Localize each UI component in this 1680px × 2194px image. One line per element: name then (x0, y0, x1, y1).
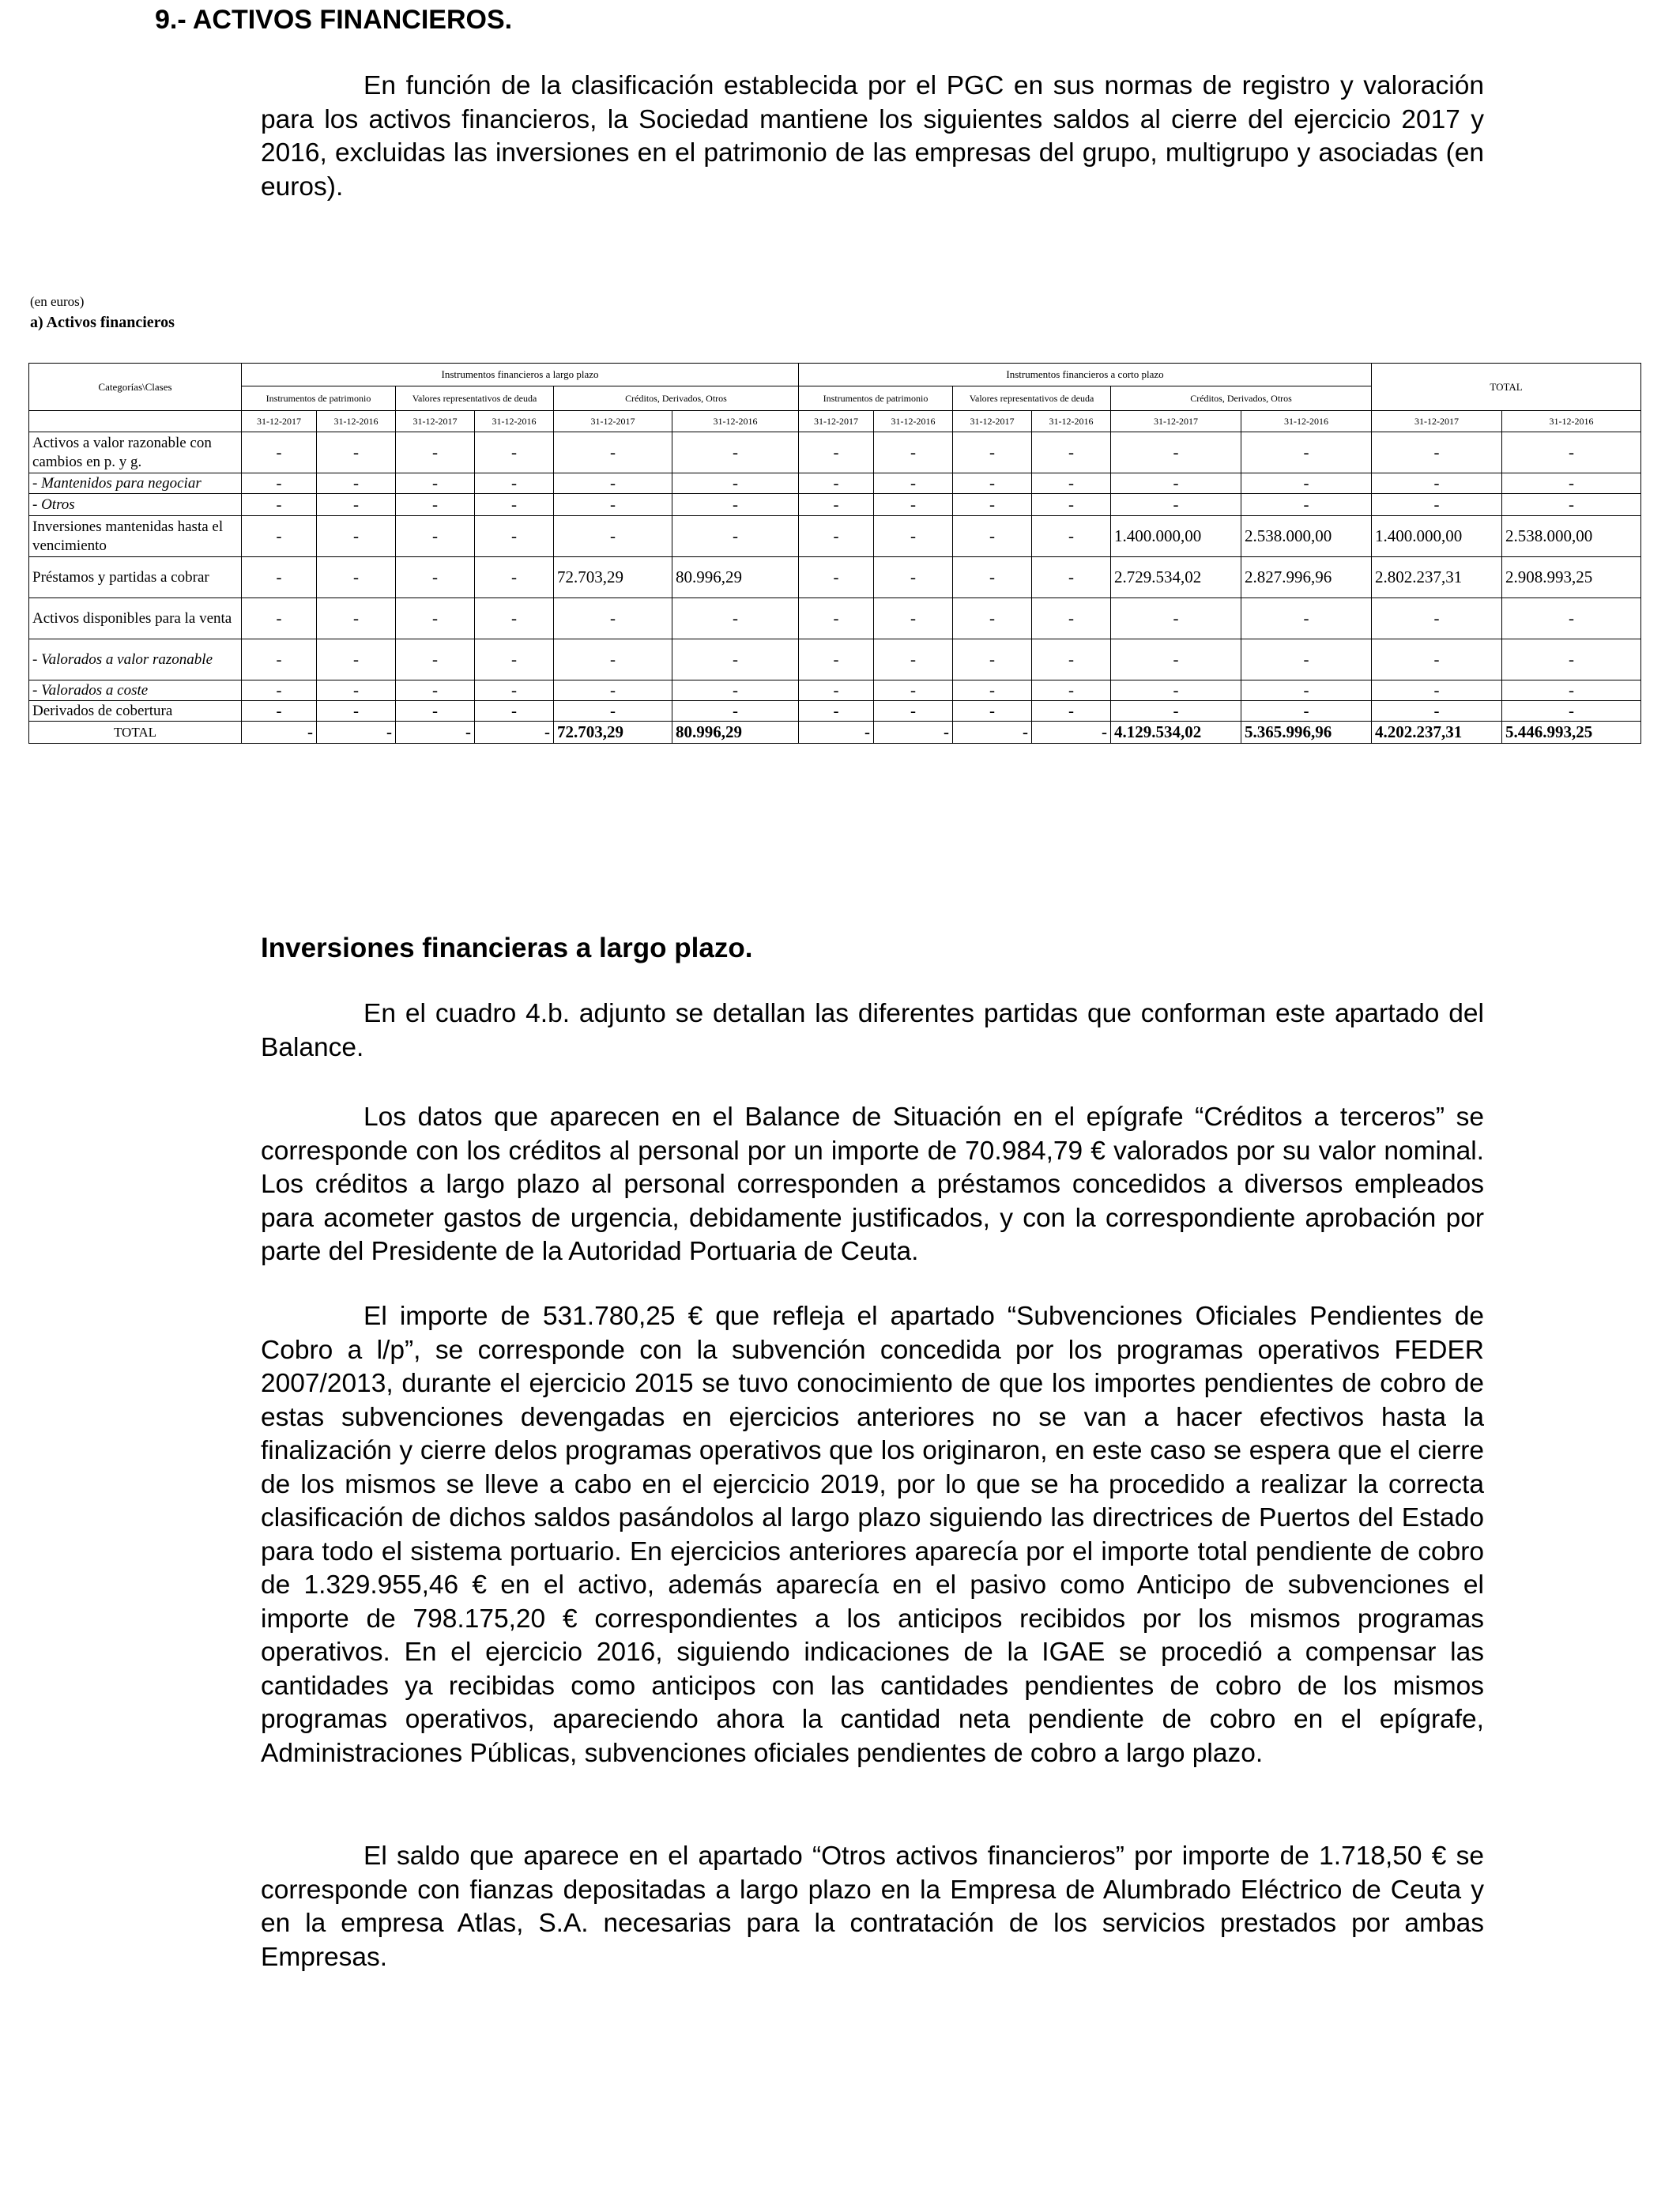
date-header: 31-12-2017 (1372, 411, 1502, 432)
date-header: 31-12-2016 (874, 411, 953, 432)
table-cell: - (1241, 473, 1372, 494)
table-cell: - (1032, 473, 1111, 494)
table-row (29, 557, 1641, 598)
table-cell: - (672, 494, 799, 516)
table-cell: - (799, 598, 874, 639)
table-cell: - (242, 494, 317, 516)
table-cell: - (1241, 680, 1372, 701)
table-cell: - (554, 473, 672, 494)
table-row (29, 516, 1641, 557)
row-label: Inversiones mantenidas hasta el vencimiento (29, 516, 242, 557)
table-cell: 2.538.000,00 (1502, 516, 1641, 557)
table-cell: - (317, 639, 396, 680)
table-cell: - (475, 516, 554, 557)
sub-header: Instrumentos de patrimonio (242, 386, 396, 411)
date-header: 31-12-2017 (396, 411, 475, 432)
table-cell: - (799, 473, 874, 494)
paragraph (261, 1300, 1484, 1770)
row-label: - Otros (29, 494, 242, 516)
table-cell: 72.703,29 (554, 722, 672, 744)
date-header: 31-12-2017 (242, 411, 317, 432)
table-cell: - (953, 516, 1032, 557)
table-cell: - (396, 432, 475, 473)
sub-header: Valores representativos de deuda (953, 386, 1111, 411)
table-cell: - (317, 701, 396, 722)
table-cell: - (475, 722, 554, 744)
table-cell: - (874, 432, 953, 473)
table-cell: - (317, 557, 396, 598)
table-cell: - (874, 722, 953, 744)
table-cell: - (554, 494, 672, 516)
sub-header: Créditos, Derivados, Otros (554, 386, 799, 411)
table-cell: - (396, 722, 475, 744)
table-cell: - (1372, 701, 1502, 722)
row-label: Derivados de cobertura (29, 701, 242, 722)
financial-assets-table (28, 363, 1641, 744)
table-cell: - (1111, 639, 1241, 680)
table-cell: - (953, 598, 1032, 639)
table-cell: - (874, 639, 953, 680)
date-header: 31-12-2017 (799, 411, 874, 432)
date-header: 31-12-2016 (317, 411, 396, 432)
table-cell: - (1111, 473, 1241, 494)
date-header: 31-12-2016 (672, 411, 799, 432)
table-cell: - (1032, 680, 1111, 701)
table-cell: - (396, 473, 475, 494)
table-cell: - (672, 598, 799, 639)
row-label: - Mantenidos para negociar (29, 473, 242, 494)
section2-title: Inversiones financieras a largo plazo. (261, 933, 753, 963)
table-cell: - (799, 494, 874, 516)
row-label: TOTAL (29, 722, 242, 744)
table-unit-note: (en euros) (30, 294, 85, 309)
table-cell: - (554, 432, 672, 473)
table-cell: - (1502, 701, 1641, 722)
table-cell: - (475, 557, 554, 598)
table-body (29, 432, 1641, 744)
table-cell: 2.827.996,96 (1241, 557, 1372, 598)
table-cell: - (1111, 494, 1241, 516)
table-cell: - (242, 598, 317, 639)
table-cell: - (874, 516, 953, 557)
table-cell: - (874, 680, 953, 701)
table-cell: - (1241, 432, 1372, 473)
table-cell: - (1372, 473, 1502, 494)
table-cell: - (317, 473, 396, 494)
table-cell: - (874, 701, 953, 722)
table-cell: - (396, 598, 475, 639)
table-cell: - (1111, 680, 1241, 701)
table-cell: - (1032, 557, 1111, 598)
date-header: 31-12-2017 (554, 411, 672, 432)
table-cell: - (396, 680, 475, 701)
table-cell: - (953, 680, 1032, 701)
table-cell: - (672, 701, 799, 722)
paragraph (261, 1101, 1484, 1269)
row-label: Préstamos y partidas a cobrar (29, 557, 242, 598)
table-cell: - (242, 680, 317, 701)
table-cell: 80.996,29 (672, 557, 799, 598)
table-cell: - (396, 516, 475, 557)
table-cell: - (799, 639, 874, 680)
intro-paragraph (261, 70, 1484, 204)
table-cell: - (953, 494, 1032, 516)
table-cell: - (1241, 639, 1372, 680)
table-cell: - (672, 639, 799, 680)
table-cell: 4.129.534,02 (1111, 722, 1241, 744)
table-cell: - (317, 598, 396, 639)
table-cell: - (799, 516, 874, 557)
table-cell: - (242, 516, 317, 557)
row-label: - Valorados a valor razonable (29, 639, 242, 680)
table-cell: - (554, 680, 672, 701)
table-cell: - (874, 557, 953, 598)
table-cell: - (475, 701, 554, 722)
table-cell: - (242, 722, 317, 744)
table-cell: 2.908.993,25 (1502, 557, 1641, 598)
table-cell: - (1372, 432, 1502, 473)
table-row (29, 432, 1641, 473)
table-cell: - (953, 557, 1032, 598)
table-cell: - (475, 473, 554, 494)
table-cell: - (475, 432, 554, 473)
paragraph-text: Los datos que aparecen en el Balance de Situación en el epígrafe “Créditos a terceros” se corresponde con los créditos al personal por un importe de 70.984,79 € valorados por su valor nominal. Los créditos a largo plazo al personal corresponden a préstamos concedidos a diversos empleados para acometer gastos de urgencia, debidamente justificados, y con la correspondiente aprobación por parte del Presidente de la Autoridad Portuaria de Ceuta. (261, 1103, 1484, 1266)
table-cell: - (317, 516, 396, 557)
table-cell: - (1111, 701, 1241, 722)
date-header-blank (29, 411, 242, 432)
date-header-row (29, 411, 1641, 432)
table-cell: - (799, 722, 874, 744)
table-cell: 5.365.996,96 (1241, 722, 1372, 744)
table-cell: - (1502, 432, 1641, 473)
table-cell: - (554, 639, 672, 680)
category-header: Categorías\Clases (29, 364, 242, 411)
table-cell: - (1032, 722, 1111, 744)
paragraph (261, 997, 1484, 1065)
table-cell: - (672, 516, 799, 557)
table-cell: - (317, 680, 396, 701)
table-cell: 80.996,29 (672, 722, 799, 744)
table-cell: - (1032, 639, 1111, 680)
paragraph-text: En el cuadro 4.b. adjunto se detallan las diferentes partidas que conforman este apartado del Balance. (261, 999, 1484, 1062)
table-cell: - (953, 722, 1032, 744)
table-cell: 2.802.237,31 (1372, 557, 1502, 598)
date-header: 31-12-2017 (1111, 411, 1241, 432)
intro-text: En función de la clasificación establecida por el PGC en sus normas de registro y valoración para los activos financieros, la Sociedad mantiene los siguientes saldos al cierre del ejercicio 2017 y 2016, excluidas las inversiones en el patrimonio de las empresas del grupo, multigrupo y asociadas (en euros). (261, 71, 1484, 202)
table-cell: - (1372, 680, 1502, 701)
row-label: Activos disponibles para la venta (29, 598, 242, 639)
table-cell: - (396, 639, 475, 680)
sub-header: Instrumentos de patrimonio (799, 386, 953, 411)
table-cell: - (554, 516, 672, 557)
total-row (29, 722, 1641, 744)
table-cell: 5.446.993,25 (1502, 722, 1641, 744)
section-heading: 9.- ACTIVOS FINANCIEROS. (155, 5, 513, 35)
table-cell: - (953, 639, 1032, 680)
table-row (29, 473, 1641, 494)
table-cell: 72.703,29 (554, 557, 672, 598)
table-cell: - (1241, 494, 1372, 516)
table-cell: - (317, 432, 396, 473)
table-row (29, 680, 1641, 701)
table-cell: - (475, 494, 554, 516)
table-cell: - (1032, 598, 1111, 639)
table-cell: - (396, 557, 475, 598)
date-header: 31-12-2016 (1241, 411, 1372, 432)
table-cell: - (953, 701, 1032, 722)
table-row (29, 701, 1641, 722)
table-cell: - (1502, 639, 1641, 680)
table-cell: - (242, 473, 317, 494)
row-label: Activos a valor razonable con cambios en p. y g. (29, 432, 242, 473)
table-cell: - (1241, 598, 1372, 639)
table-cell: - (672, 432, 799, 473)
row-label: - Valorados a coste (29, 680, 242, 701)
date-header: 31-12-2016 (475, 411, 554, 432)
table-cell: - (1032, 701, 1111, 722)
paragraph (261, 1840, 1484, 1974)
table-cell: - (1111, 432, 1241, 473)
table-cell: - (1111, 598, 1241, 639)
group-header-long: Instrumentos financieros a largo plazo (242, 364, 799, 386)
table-cell: - (874, 598, 953, 639)
sub-header: Valores representativos de deuda (396, 386, 554, 411)
table-cell: - (1032, 516, 1111, 557)
table-row (29, 639, 1641, 680)
table-cell: - (1032, 494, 1111, 516)
table-cell: - (475, 639, 554, 680)
table-cell: - (874, 494, 953, 516)
table-cell: - (799, 557, 874, 598)
table-cell: - (1502, 598, 1641, 639)
table-cell: - (799, 701, 874, 722)
table-cell: - (242, 432, 317, 473)
table-cell: - (953, 473, 1032, 494)
table-cell: - (1372, 598, 1502, 639)
table-cell: - (1502, 473, 1641, 494)
table-cell: - (953, 432, 1032, 473)
table-cell: - (1372, 494, 1502, 516)
table-cell: - (554, 598, 672, 639)
table-cell: - (317, 722, 396, 744)
table-cell: 1.400.000,00 (1372, 516, 1502, 557)
table-cell: 2.538.000,00 (1241, 516, 1372, 557)
table-cell: - (242, 557, 317, 598)
table-cell: 4.202.237,31 (1372, 722, 1502, 744)
table-cell: - (1032, 432, 1111, 473)
total-header: TOTAL (1372, 364, 1641, 411)
group-header-short: Instrumentos financieros a corto plazo (799, 364, 1372, 386)
table-cell: - (396, 494, 475, 516)
table-cell: - (475, 598, 554, 639)
table-cell: - (317, 494, 396, 516)
table-cell: - (242, 701, 317, 722)
table-cell: - (554, 701, 672, 722)
table-cell: - (242, 639, 317, 680)
table-cell: - (475, 680, 554, 701)
table-cell: - (1241, 701, 1372, 722)
paragraph-text: El saldo que aparece en el apartado “Otros activos financieros” por importe de 1.718,50 € se corresponde con fianzas depositadas a largo plazo en la Empresa de Alumbrado Eléctrico de Ceuta y en la empresa Atlas, S.A. necesarias para la contratación de los servicios prestados por ambas Empresas. (261, 1842, 1484, 1972)
table-cell: - (799, 432, 874, 473)
table-cell: - (799, 680, 874, 701)
sub-header: Créditos, Derivados, Otros (1111, 386, 1372, 411)
table-cell: - (1372, 639, 1502, 680)
table-row (29, 494, 1641, 516)
table-cell: - (1502, 680, 1641, 701)
table-cell: 2.729.534,02 (1111, 557, 1241, 598)
date-header: 31-12-2016 (1032, 411, 1111, 432)
paragraph-text: El importe de 531.780,25 € que refleja el apartado “Subvenciones Oficiales Pendientes de Cobro a l/p”, se corresponde con la subvención concedida por los programas operativos FEDER 2007/2013, durante el ejercicio 2015 se tuvo conocimiento de que los importes pendientes de cobro de estas subvenciones devengadas en ejercicios anteriores no se van a hacer efectivos hasta la finalización y cierre delos programas operativos que los originaron, en este caso se espera que el cierre de los mismos se lleve a cabo en el ejercicio 2019, por lo que se ha procedido a realizar la correcta clasificación de dichos saldos pasándolos al largo plazo siguiendo las directrices de Puertos del Estado para todo el sistema portuario. En ejercicios anteriores aparecía por el importe total pendiente de cobro de 1.329.955,46 € en el activo, además aparecía en el pasivo como Anticipo de subvenciones el importe de 798.175,20 € correspondientes a los anticipos recibidos por los mismos programas operativos. En el ejercicio 2016, siguiendo indicaciones de la IGAE se procedió a compensar las cantidades ya recibidas como anticipos con las cantidades pendientes de cobro de los mismos programas operativos, apareciendo ahora la cantidad neta pendiente de cobro en el epígrafe, Administraciones Públicas, subvenciones oficiales pendientes de cobro a largo plazo. (261, 1302, 1484, 1768)
date-header: 31-12-2017 (953, 411, 1032, 432)
table-cell: - (396, 701, 475, 722)
table-row (29, 598, 1641, 639)
date-header: 31-12-2016 (1502, 411, 1641, 432)
table-cell: - (672, 680, 799, 701)
table-cell: 1.400.000,00 (1111, 516, 1241, 557)
table-subtitle: a) Activos financieros (30, 314, 175, 331)
table-cell: - (874, 473, 953, 494)
table-cell: - (1502, 494, 1641, 516)
table-cell: - (672, 473, 799, 494)
